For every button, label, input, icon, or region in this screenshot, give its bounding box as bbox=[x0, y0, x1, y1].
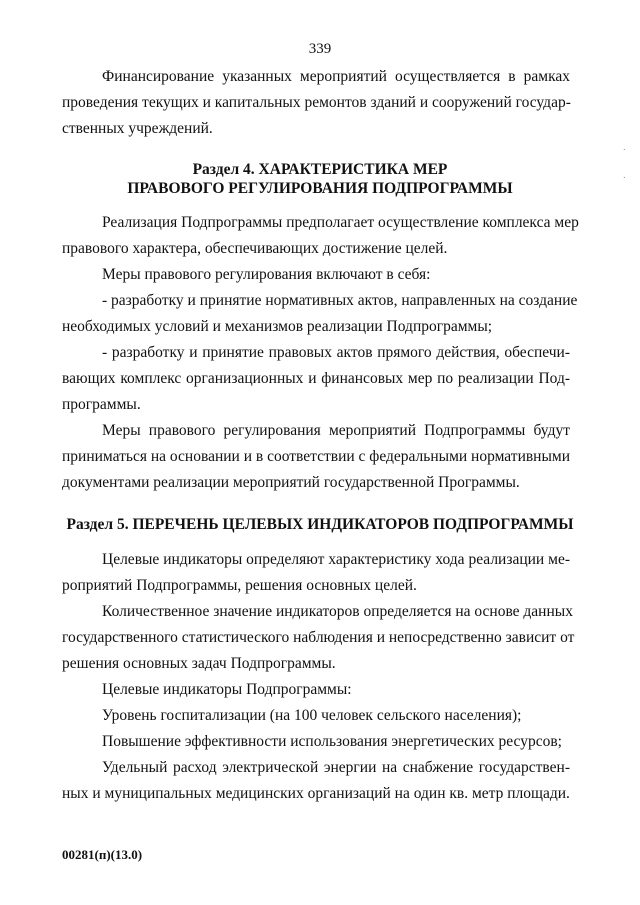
indicator-item: Уровень госпитализации (на 100 человек сельского населения); bbox=[102, 707, 522, 724]
paragraph-line: Целевые индикаторы определяют характеристику хода реализации ме- bbox=[102, 551, 570, 568]
paragraph-line: решения основных задач Подпрограммы. bbox=[62, 655, 336, 672]
indicator-item: Удельный расход электрической энергии на снабжение государствен- bbox=[102, 759, 570, 776]
list-item-line: вающих комплекс организационных и финансовых мер по реализации Под- bbox=[62, 370, 570, 387]
indicator-item: Повышение эффективности использования энергетических ресурсов; bbox=[102, 733, 562, 750]
page-number: 339 bbox=[308, 41, 332, 57]
paragraph-line: Меры правового регулирования мероприятий Подпрограммы будут bbox=[102, 422, 570, 439]
section-5-body bbox=[62, 547, 575, 807]
section-4-body bbox=[62, 210, 579, 496]
list-item-line: программы. bbox=[62, 396, 141, 413]
indicator-list-intro: Целевые индикаторы Подпрограммы: bbox=[102, 681, 352, 698]
scan-mark: ˙ bbox=[622, 148, 626, 159]
document-code: 00281(п)(13.0) bbox=[62, 847, 143, 862]
paragraph-line: Количественное значение индикаторов определяется на основе данных bbox=[102, 603, 573, 620]
section-4-title-line-1: Раздел 4. ХАРАКТЕРИСТИКА МЕР bbox=[192, 161, 448, 178]
list-item-line: необходимых условий и механизмов реализации Подпрограммы; bbox=[62, 318, 493, 335]
paragraph-line: документами реализации мероприятий государственной Программы. bbox=[62, 474, 520, 491]
section-5-heading bbox=[0, 515, 640, 534]
section-5-title: Раздел 5. ПЕРЕЧЕНЬ ЦЕЛЕВЫХ ИНДИКАТОРОВ ПОДПРОГРАММЫ bbox=[66, 516, 574, 533]
paragraph-line: приниматься на основании и в соответствии с федеральными нормативными bbox=[62, 448, 570, 465]
paragraph-line: ственных учреждений. bbox=[62, 120, 213, 137]
section-4-heading bbox=[0, 160, 640, 198]
paragraph-line: государственного статистического наблюдения и непосредственно зависит от bbox=[62, 629, 575, 646]
list-item-line: - разработку и принятие правовых актов прямого действия, обеспечи- bbox=[102, 344, 570, 361]
scan-mark: ˙ bbox=[622, 176, 626, 187]
financing-paragraph bbox=[62, 64, 570, 142]
paragraph-line: роприятий Подпрограммы, решения основных целей. bbox=[62, 577, 417, 594]
paragraph-line: проведения текущих и капитальных ремонтов зданий и сооружений государ- bbox=[62, 94, 571, 111]
paragraph-line: правового характера, обеспечивающих достижение целей. bbox=[62, 240, 448, 257]
section-4-title-line-2: ПРАВОВОГО РЕГУЛИРОВАНИЯ ПОДПРОГРАММЫ bbox=[127, 180, 513, 197]
paragraph-line: Меры правового регулирования включают в себя: bbox=[102, 266, 431, 283]
indicator-item: ных и муниципальных медицинских организаций на один кв. метр площади. bbox=[62, 785, 570, 802]
list-item-line: - разработку и принятие нормативных актов, направленных на создание bbox=[102, 292, 578, 309]
paragraph-line: Финансирование указанных мероприятий осуществляется в рамках bbox=[102, 68, 570, 85]
paragraph-line: Реализация Подпрограммы предполагает осуществление комплекса мер bbox=[102, 214, 579, 231]
